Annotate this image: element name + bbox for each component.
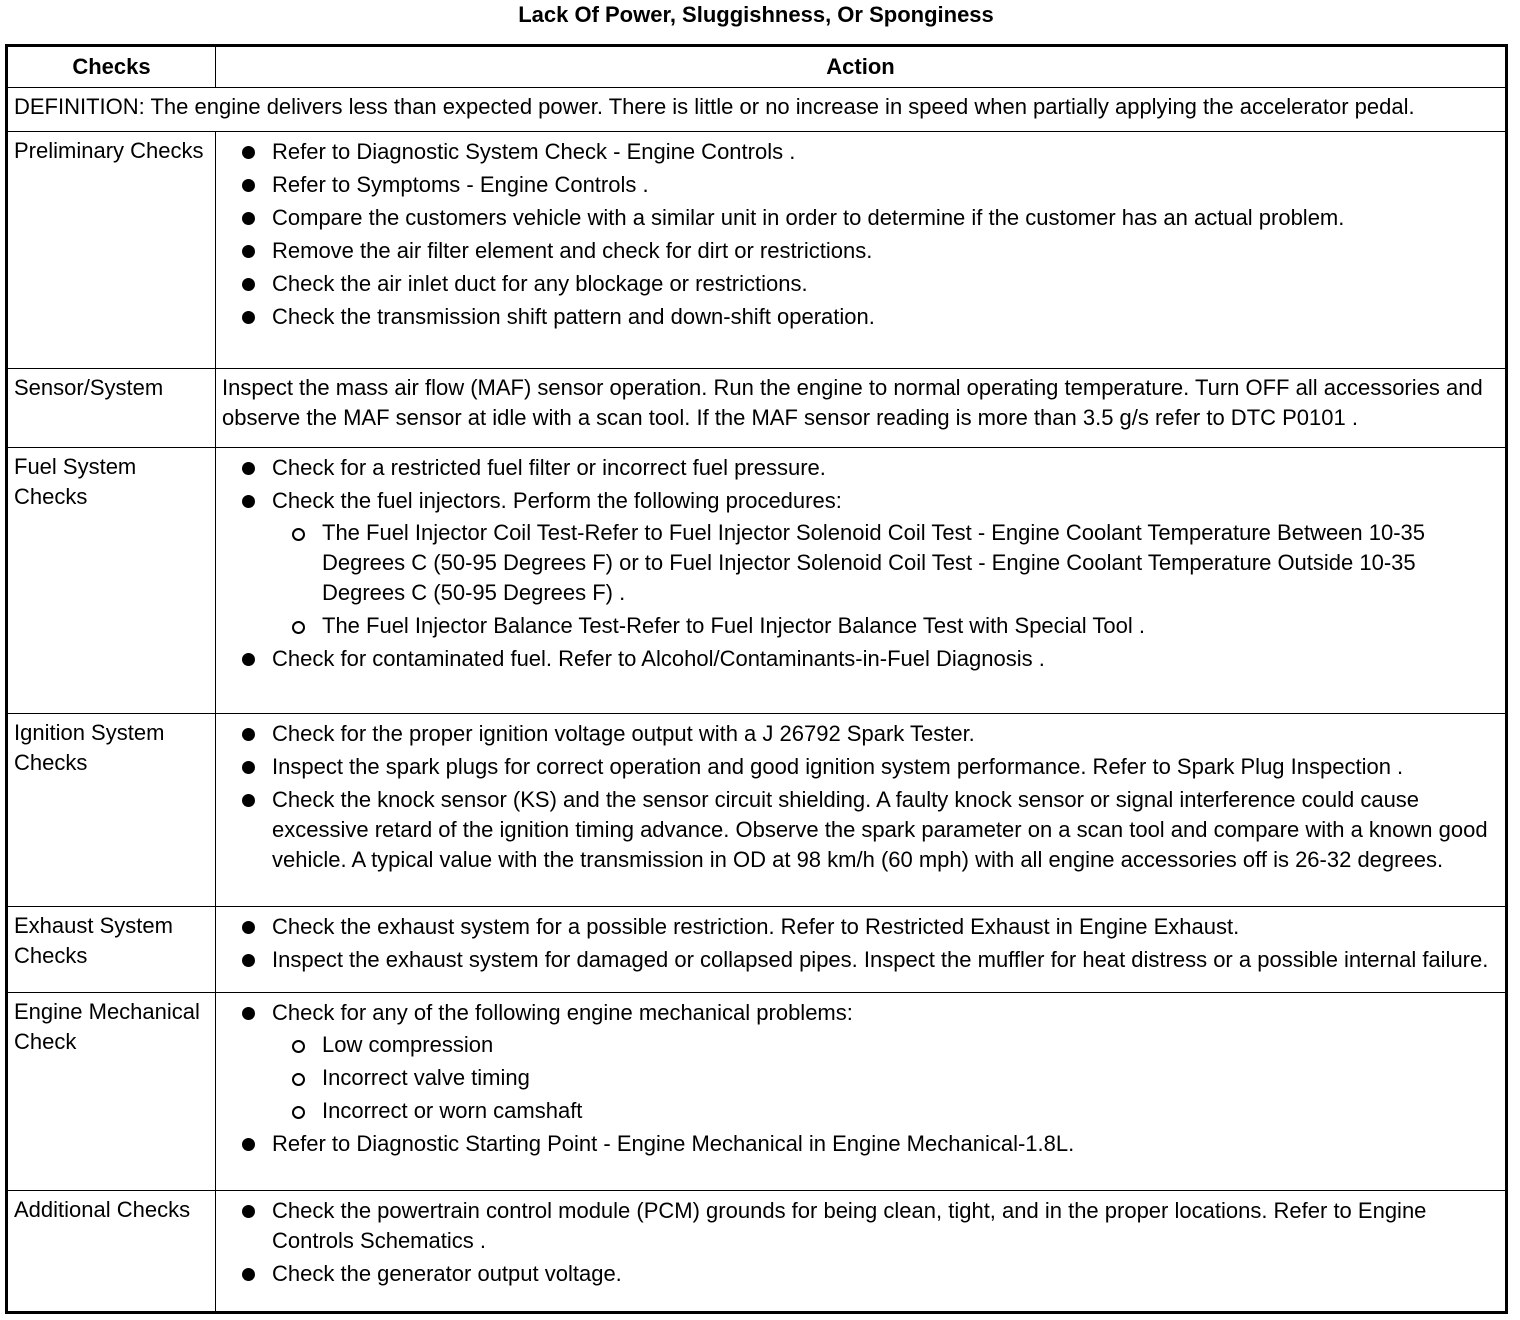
bullet-icon xyxy=(242,462,255,475)
list-item-text: Refer to Diagnostic System Check - Engine Controls . xyxy=(272,139,796,165)
sub-list xyxy=(222,1030,1499,1126)
diagnostic-table xyxy=(5,44,1508,1314)
sub-list-item xyxy=(222,518,1499,608)
action-cell xyxy=(216,714,1507,906)
table-row xyxy=(7,993,1507,1191)
sub-list-item xyxy=(222,1030,1499,1060)
table-row xyxy=(7,447,1507,713)
action-list xyxy=(222,1196,1499,1289)
list-item-text: Check for the proper ignition voltage output with a J 26792 Spark Tester. xyxy=(272,721,975,747)
bullet-icon xyxy=(242,921,255,934)
hollow-bullet-icon xyxy=(292,1106,305,1119)
check-category: Preliminary Checks xyxy=(7,132,216,369)
list-item-text: Inspect the spark plugs for correct operation and good ignition system performance. Refer to Spark Plug Inspection . xyxy=(272,754,1404,780)
list-item xyxy=(222,137,1499,167)
action-list xyxy=(222,137,1499,332)
check-category: Exhaust System Checks xyxy=(7,906,216,993)
list-item-text: Inspect the exhaust system for damaged or collapsed pipes. Inspect the muffler for heat distress or a possible internal failure. xyxy=(272,946,1489,972)
list-item xyxy=(222,203,1499,233)
list-item xyxy=(222,236,1499,266)
list-item-text: Check the generator output voltage. xyxy=(272,1261,622,1287)
header-row xyxy=(7,46,1507,88)
table-row xyxy=(7,1191,1507,1313)
list-item-text: Compare the customers vehicle with a similar unit in order to determine if the customer has an actual problem. xyxy=(272,205,1345,231)
action-cell xyxy=(216,1191,1507,1313)
bullet-icon xyxy=(242,278,255,291)
hollow-bullet-icon xyxy=(292,1040,305,1053)
bullet-icon xyxy=(242,179,255,192)
bullet-icon xyxy=(242,146,255,159)
checks-column-header: Checks xyxy=(7,46,216,88)
hollow-bullet-icon xyxy=(292,621,305,634)
list-item xyxy=(222,1259,1499,1289)
list-item xyxy=(222,1196,1499,1256)
check-category: Engine Mechanical Check xyxy=(7,993,216,1191)
check-category: Sensor/System xyxy=(7,369,216,448)
list-item xyxy=(222,644,1499,674)
list-item xyxy=(222,998,1499,1126)
definition-text: DEFINITION: The engine delivers less than expected power. There is little or no increase in speed when partially applying the accelerator pedal. xyxy=(7,88,1507,132)
sub-list-item-text: Low compression xyxy=(322,1032,494,1058)
action-list xyxy=(222,719,1499,875)
bullet-icon xyxy=(242,311,255,324)
table-row xyxy=(7,906,1507,993)
bullet-icon xyxy=(242,495,255,508)
action-cell xyxy=(216,447,1507,713)
check-category: Additional Checks xyxy=(7,1191,216,1313)
sub-list-item-text: Incorrect valve timing xyxy=(322,1065,530,1091)
table-row xyxy=(7,132,1507,369)
list-item xyxy=(222,1129,1499,1159)
action-list xyxy=(222,998,1499,1159)
sub-list-item-text: The Fuel Injector Coil Test-Refer to Fuel Injector Solenoid Coil Test - Engine Coolant Temperature Between 10-35 Degrees C (50-95 Degrees F) or to Fuel Injector Solenoid Coil Test - Engine Coolant Temperature Outside 10-35 Degrees C (50-95 Degrees F) . xyxy=(322,519,1426,605)
sub-list-item xyxy=(222,1063,1499,1093)
action-cell xyxy=(216,132,1507,369)
bullet-icon xyxy=(242,761,255,774)
list-item xyxy=(222,785,1499,875)
list-item-text: Refer to Symptoms - Engine Controls . xyxy=(272,172,649,198)
sub-list-item xyxy=(222,611,1499,641)
list-item xyxy=(222,719,1499,749)
list-item-text: Check the powertrain control module (PCM) grounds for being clean, tight, and in the proper locations. Refer to Engine Controls Schematics . xyxy=(272,1198,1427,1254)
bullet-icon xyxy=(242,954,255,967)
sub-list-item-text: Incorrect or worn camshaft xyxy=(322,1098,583,1124)
action-cell xyxy=(216,993,1507,1191)
list-item xyxy=(222,302,1499,332)
sub-list-item-text: The Fuel Injector Balance Test-Refer to Fuel Injector Balance Test with Special Tool . xyxy=(322,612,1145,638)
bullet-icon xyxy=(242,212,255,225)
list-item xyxy=(222,170,1499,200)
hollow-bullet-icon xyxy=(292,1073,305,1086)
action-column-header: Action xyxy=(216,46,1507,88)
list-item xyxy=(222,269,1499,299)
action-paragraph: Inspect the mass air flow (MAF) sensor operation. Run the engine to normal operating temperature. Turn OFF all accessories and observe the MAF sensor at idle with a scan tool. If the MAF sensor reading is more than 3.5 g/s refer to DTC P0101 . xyxy=(222,375,1483,431)
list-item-text: Check the air inlet duct for any blockage or restrictions. xyxy=(272,271,808,297)
list-item-text: Check for contaminated fuel. Refer to Alcohol/Contaminants-in-Fuel Diagnosis . xyxy=(272,645,1045,671)
list-item-text: Check for any of the following engine mechanical problems: xyxy=(272,1000,853,1026)
action-cell xyxy=(216,369,1507,448)
list-item-text: Check for a restricted fuel filter or incorrect fuel pressure. xyxy=(272,454,826,480)
sub-list-item xyxy=(222,1096,1499,1126)
bullet-icon xyxy=(242,245,255,258)
list-item xyxy=(222,945,1499,975)
sub-list xyxy=(222,518,1499,641)
list-item-text: Check the exhaust system for a possible restriction. Refer to Restricted Exhaust in Engine Exhaust. xyxy=(272,913,1240,939)
bullet-icon xyxy=(242,1138,255,1151)
bullet-icon xyxy=(242,794,255,807)
bullet-icon xyxy=(242,1205,255,1218)
hollow-bullet-icon xyxy=(292,528,305,541)
list-item xyxy=(222,486,1499,641)
action-list xyxy=(222,912,1499,975)
bullet-icon xyxy=(242,1268,255,1281)
check-category: Fuel System Checks xyxy=(7,447,216,713)
bullet-icon xyxy=(242,728,255,741)
list-item xyxy=(222,912,1499,942)
list-item-text: Remove the air filter element and check for dirt or restrictions. xyxy=(272,238,873,264)
bullet-icon xyxy=(242,653,255,666)
definition-row xyxy=(7,88,1507,132)
page-title: Lack Of Power, Sluggishness, Or Sponginess xyxy=(518,2,994,27)
list-item xyxy=(222,752,1499,782)
action-cell xyxy=(216,906,1507,993)
action-list xyxy=(222,453,1499,674)
list-item xyxy=(222,453,1499,483)
list-item-text: Check the transmission shift pattern and down-shift operation. xyxy=(272,304,875,330)
table-row xyxy=(7,714,1507,906)
list-item-text: Check the fuel injectors. Perform the following procedures: xyxy=(272,487,842,513)
list-item-text: Refer to Diagnostic Starting Point - Engine Mechanical in Engine Mechanical-1.8L. xyxy=(272,1131,1075,1157)
table-row xyxy=(7,369,1507,448)
list-item-text: Check the knock sensor (KS) and the sensor circuit shielding. A faulty knock sensor or signal interference could cause excessive retard of the ignition timing advance. Observe the spark parameter on a scan tool and compare with a known good vehicle. A typical value with the transmission in OD at 98 km/h (60 mph) with all engine accessories off is 26-32 degrees. xyxy=(272,787,1488,873)
check-category: Ignition System Checks xyxy=(7,714,216,906)
bullet-icon xyxy=(242,1007,255,1020)
